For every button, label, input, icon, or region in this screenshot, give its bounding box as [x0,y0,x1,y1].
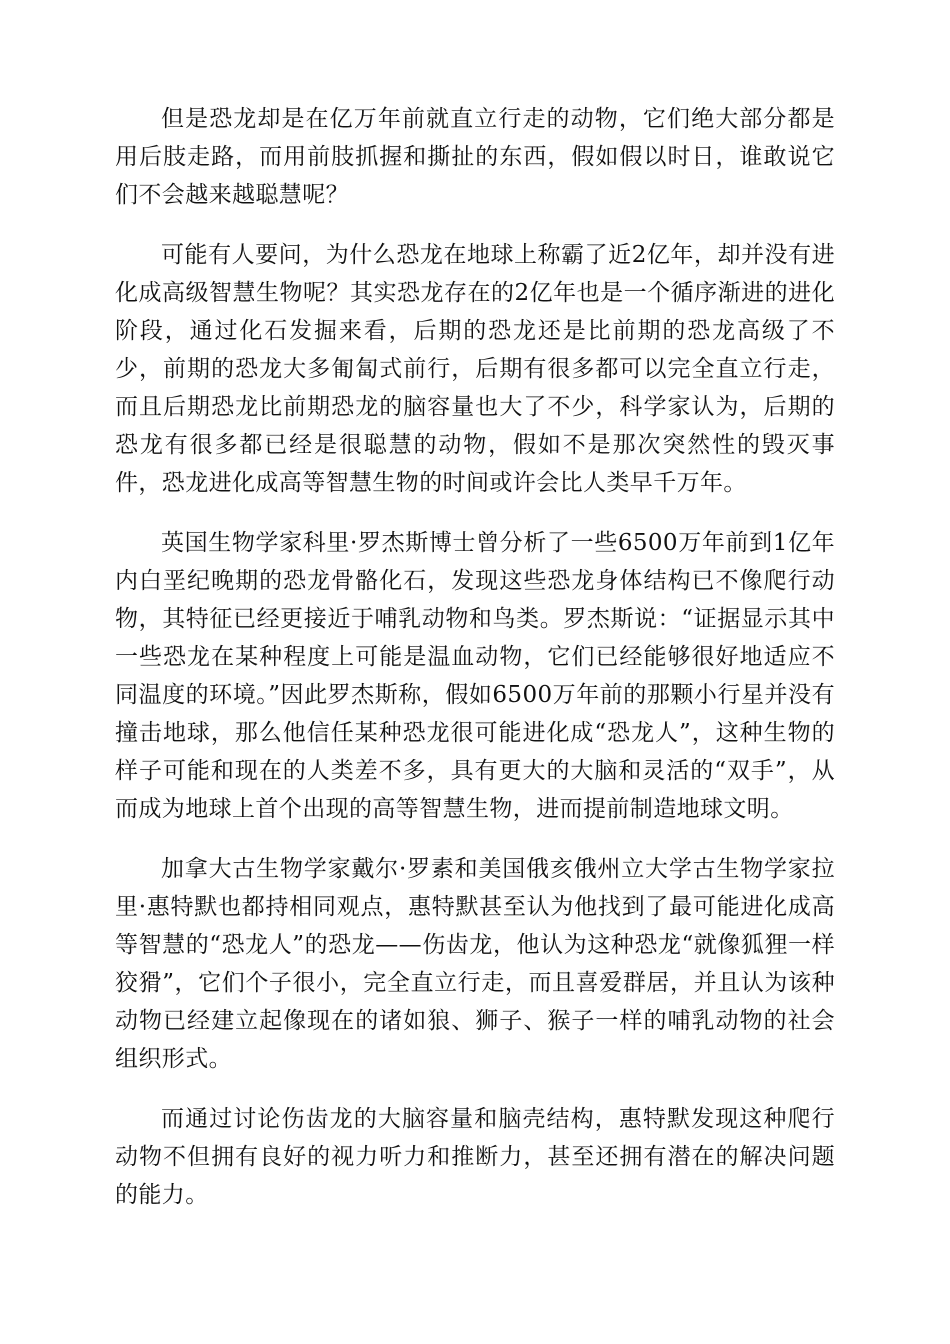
paragraph-2: 可能有人要问，为什么恐龙在地球上称霸了近2亿年，却并没有进化成高级智慧生物呢？其实恐龙存在的2亿年也是一个循序渐进的进化阶段，通过化石发掘来看，后期的恐龙还是比前期的恐龙高级了不少，前期的恐龙大多匍匐式前行，后期有很多都可以完全直立行走，而且后期恐龙比前期恐龙的脑容量也大了不少，科学家认为，后期的恐龙有很多都已经是很聪慧的动物，假如不是那次突然性的毁灭事件，恐龙进化成高等智慧生物的时间或许会比人类早千万年。 [115,242,835,496]
paragraph-1: 但是恐龙却是在亿万年前就直立行走的动物，它们绝大部分都是用后肢走路，而用前肢抓握和撕扯的东西，假如假以时日，谁敢说它们不会越来越聪慧呢？ [115,106,835,208]
paragraph-3: 英国生物学家科里·罗杰斯博士曾分析了一些6500万年前到1亿年内白垩纪晚期的恐龙骨骼化石，发现这些恐龙身体结构已不像爬行动物，其特征已经更接近于哺乳动物和鸟类。罗杰斯说：“证据显示其中一些恐龙在某种程度上可能是温血动物，它们已经能够很好地适应不同温度的环境。”因此罗杰斯称，假如6500万年前的那颗小行星并没有撞击地球，那么他信任某种恐龙很可能进化成“恐龙人”，这种生物的样子可能和现在的人类差不多，具有更大的大脑和灵活的“双手”，从而成为地球上首个出现的高等智慧生物，进而提前制造地球文明。 [115,530,835,822]
paragraph-5: 而通过讨论伤齿龙的大脑容量和脑壳结构，惠特默发现这种爬行动物不但拥有良好的视力听力和推断力，甚至还拥有潜在的解决问题的能力。 [115,1106,835,1208]
document-body [115,100,835,1236]
paragraph-4: 加拿大古生物学家戴尔·罗素和美国俄亥俄州立大学古生物学家拉里·惠特默也都持相同观点，惠特默甚至认为他找到了最可能进化成高等智慧的“恐龙人”的恐龙——伤齿龙，他认为这种恐龙“就像狐狸一样狡猾”，它们个子很小，完全直立行走，而且喜爱群居，并且认为该种动物已经建立起像现在的诸如狼、狮子、猴子一样的哺乳动物的社会组织形式。 [115,856,835,1072]
